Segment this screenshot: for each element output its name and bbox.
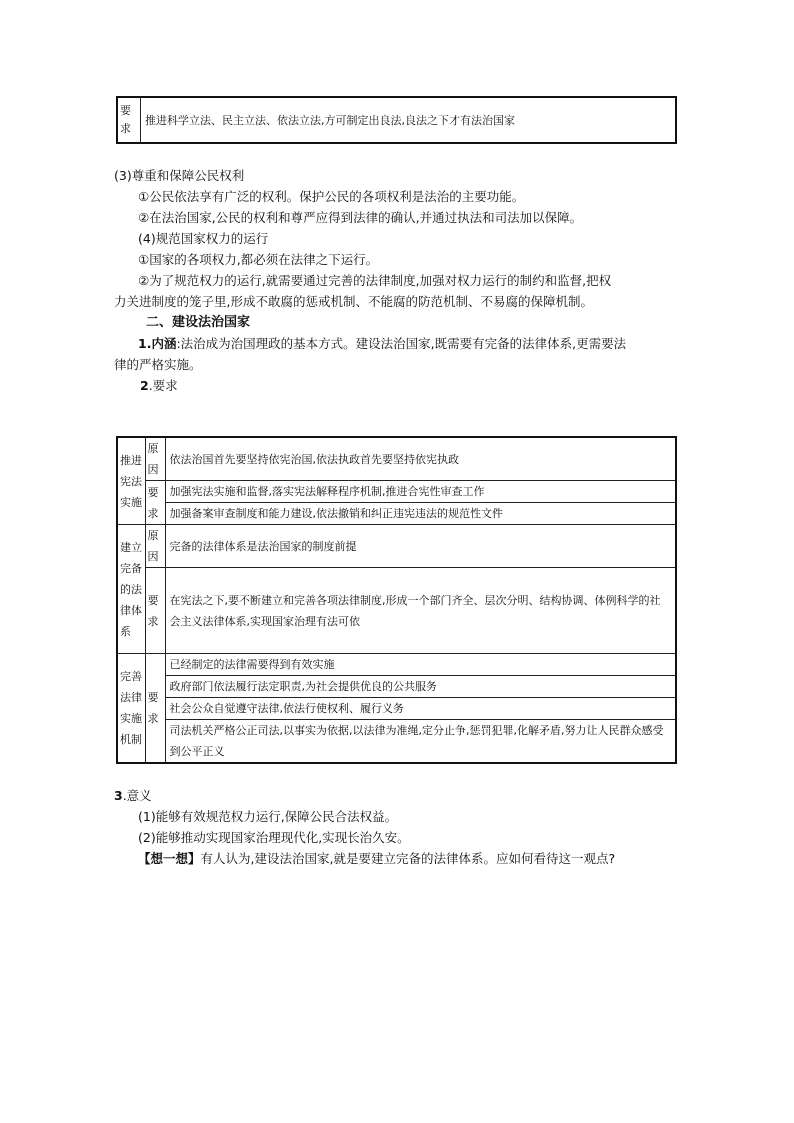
meaning-num: 3	[114, 788, 123, 803]
part2-p1-line2: 律的严格实施。	[114, 357, 202, 372]
group1-req-label: 要求	[145, 481, 165, 525]
section3-heading: (3)尊重和保障公民权利	[114, 168, 245, 183]
think-line	[138, 849, 615, 869]
section3-item1: ①公民依法享有广泛的权利。保护公民的各项权利是法治的主要功能。	[138, 189, 525, 204]
section3-item2: ②在法治国家,公民的权利和尊严应得到法律的确认,并通过执法和司法加以保障。	[138, 210, 583, 225]
part2-p2-label: .要求	[148, 378, 178, 393]
group3-req3: 社会公众自觉遵守法律,依法行使权利、履行义务	[165, 698, 676, 720]
requirement-table	[116, 96, 677, 144]
part2-p1-num: 1	[138, 336, 147, 351]
group2-reason: 完备的法律体系是法治国家的制度前提	[165, 525, 676, 568]
group3-req-label: 要求	[145, 654, 165, 764]
section4-heading: (4)规范国家权力的运行	[138, 231, 269, 246]
section4-item2-line1: ②为了规范权力的运行,就需要通过完善的法律制度,加强对权力运行的制约和监督,把权	[138, 273, 612, 288]
requirement-content: 推进科学立法、民主立法、依法立法,方可制定出良法,良法之下才有法治国家	[141, 97, 677, 143]
part2-p2	[140, 376, 178, 396]
meaning-heading	[114, 786, 152, 806]
group2-label: 建立完备的法律体系	[117, 525, 145, 654]
part2-p1-line1	[138, 334, 626, 354]
group2-req: 在宪法之下,要不断建立和完善各项法律制度,形成一个部门齐全、层次分明、结构协调、体例科学的社会主义法律体系,实现国家治理有法可依	[165, 568, 676, 654]
section4-item2-line2: 力关进制度的笼子里,形成不敢腐的惩戒机制、不能腐的防范机制、不易腐的保障机制。	[114, 294, 593, 309]
group3-label: 完善法律实施机制	[117, 654, 145, 764]
part2-p2-num: 2	[140, 378, 149, 393]
section4-item1: ①国家的各项权力,都必须在法律之下运行。	[138, 252, 379, 267]
group2-reason-label: 原因	[145, 525, 165, 568]
requirement-label: 要求	[117, 97, 141, 143]
group1-label: 推进宪法实施	[117, 437, 145, 525]
group2-req-label: 要求	[145, 568, 165, 654]
group1-req2: 加强备案审查制度和能力建设,依法撤销和纠正违宪违法的规范性文件	[165, 503, 676, 525]
group3-req1: 已经制定的法律需要得到有效实施	[165, 654, 676, 676]
requirements-table	[116, 436, 677, 764]
part2-p1-text: :法治成为治国理政的基本方式。建设法治国家,既需要有完备的法律体系,更需要法	[176, 336, 627, 351]
part2-p1-label: .内涵	[146, 336, 177, 351]
meaning-item1: (1)能够有效规范权力运行,保障公民合法权益。	[138, 809, 398, 824]
group3-req4: 司法机关严格公正司法,以事实为依据,以法律为准绳,定分止争,惩罚犯罪,化解矛盾,努力让人民群众感受到公平正义	[165, 720, 676, 764]
group1-reason: 依法治国首先要坚持依宪治国,依法执政首先要坚持依宪执政	[165, 437, 676, 481]
group3-req2: 政府部门依法履行法定职责,为社会提供优良的公共服务	[165, 676, 676, 698]
meaning-item2: (2)能够推动实现国家治理现代化,实现长治久安。	[138, 830, 410, 845]
think-text: 有人认为,建设法治国家,就是要建立完备的法律体系。应如何看待这一观点?	[200, 851, 616, 866]
part2-heading: 二、建设法治国家	[146, 315, 251, 330]
group1-reason-label: 原因	[145, 437, 165, 481]
think-tag: 【想一想】	[138, 851, 201, 866]
meaning-label: .意义	[122, 788, 152, 803]
group1-req1: 加强宪法实施和监督,落实宪法解释程序机制,推进合宪性审查工作	[165, 481, 676, 503]
